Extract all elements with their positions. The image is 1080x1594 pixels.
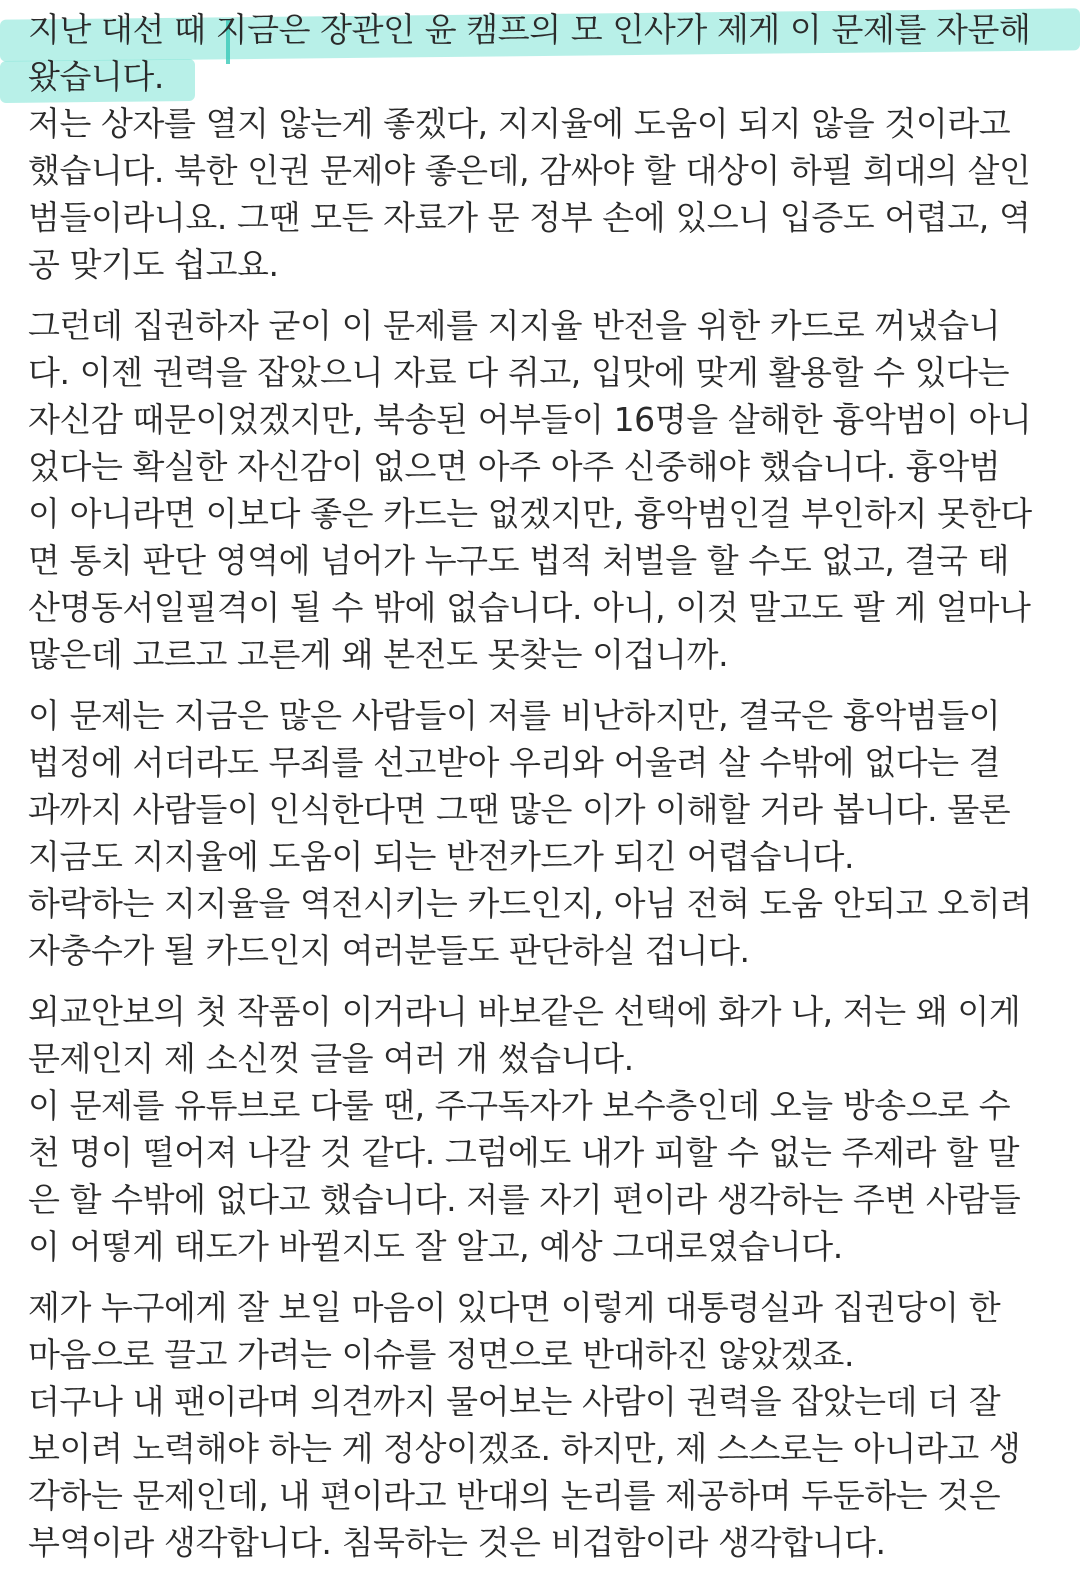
text-line: 보이려 노력해야 하는 게 정상이겠죠. 하지만, 제 스스로는 아니라고 생 [28, 1429, 1021, 1468]
text-line: 외교안보의 첫 작품이 이거라니 바보같은 선택에 화가 나, 저는 왜 이게 [28, 992, 1021, 1031]
text-line: 문제인지 제 소신껏 글을 여러 개 썼습니다. [28, 1039, 634, 1078]
text-line: 었다는 확실한 자신감이 없으면 아주 아주 신중해야 했습니다. 흉악범 [28, 447, 1001, 486]
paragraph-gap [28, 288, 1052, 302]
text-line: 천 명이 떨어져 나갈 것 같다. 그럼에도 내가 피할 수 없는 주제라 할 말 [28, 1133, 1020, 1172]
text-line: 그런데 집권하자 굳이 이 문제를 지지율 반전을 위한 카드로 꺼냈습니 [28, 306, 1001, 345]
text-line: 더구나 내 팬이라며 의견까지 물어보는 사람이 권력을 잡았는데 더 잘 [28, 1382, 1001, 1421]
text-line: 이 문제는 지금은 많은 사람들이 저를 비난하지만, 결국은 흉악범들이 [28, 696, 1001, 735]
paragraph [28, 1284, 1052, 1566]
text-line: 법정에 서더라도 무죄를 선고받아 우리와 어울려 살 수밖에 없다는 결 [28, 743, 1001, 782]
text-line: 범들이라니요. 그땐 모든 자료가 문 정부 손에 있으니 입증도 어렵고, 역 [28, 198, 1031, 237]
text-line: 부역이라 생각합니다. 침묵하는 것은 비겁함이라 생각합니다. [28, 1523, 886, 1562]
text-line: 마음으로 끌고 가려는 이슈를 정면으로 반대하진 않았겠죠. [28, 1335, 855, 1374]
text-line: 했습니다. 북한 인권 문제야 좋은데, 감싸야 할 대상이 하필 희대의 살인 [28, 151, 1031, 190]
text-line: 산명동서일필격이 될 수 밖에 없습니다. 아니, 이것 말고도 팔 게 얼마나 [28, 588, 1031, 627]
text-line: 과까지 사람들이 인식한다면 그땐 많은 이가 이해할 거라 봅니다. 물론 [28, 790, 1011, 829]
text-line: 제가 누구에게 잘 보일 마음이 있다면 이렇게 대통령실과 집권당이 한 [28, 1288, 1001, 1327]
paragraph [28, 6, 1052, 288]
paragraph [28, 988, 1052, 1270]
document-body [28, 6, 1052, 1566]
text-line: 하락하는 지지율을 역전시키는 카드인지, 아님 전혀 도움 안되고 오히려 [28, 884, 1032, 923]
text-line: 저는 상자를 열지 않는게 좋겠다, 지지율에 도움이 되지 않을 것이라고 [28, 104, 1011, 143]
text-line: 자충수가 될 카드인지 여러분들도 판단하실 겁니다. [28, 931, 750, 970]
text-line: 이 문제를 유튜브로 다룰 땐, 주구독자가 보수층인데 오늘 방송으로 수 [28, 1086, 1011, 1125]
text-line: 이 어떻게 태도가 바뀔지도 잘 알고, 예상 그대로였습니다. [28, 1227, 843, 1266]
text-line: 공 맞기도 쉽고요. [28, 245, 279, 284]
text-line: 지금도 지지율에 도움이 되는 반전카드가 되긴 어렵습니다. [28, 837, 855, 876]
text-line: 지난 대선 때 지금은 장관인 윤 캠프의 모 인사가 제게 이 문제를 자문해 [28, 10, 1031, 49]
text-line: 이 아니라면 이보다 좋은 카드는 없겠지만, 흉악범인걸 부인하지 못한다 [28, 494, 1032, 533]
text-line: 각하는 문제인데, 내 편이라고 반대의 논리를 제공하며 두둔하는 것은 [28, 1476, 1001, 1515]
text-line: 면 통치 판단 영역에 넘어가 누구도 법적 처벌을 할 수도 없고, 결국 태 [28, 541, 1010, 580]
paragraph [28, 692, 1052, 974]
text-line: 많은데 고르고 고른게 왜 본전도 못찾는 이겁니까. [28, 635, 729, 674]
paragraph-gap [28, 1270, 1052, 1284]
text-line: 은 할 수밖에 없다고 했습니다. 저를 자기 편이라 생각하는 주변 사람들 [28, 1180, 1021, 1219]
paragraph-gap [28, 974, 1052, 988]
paragraph [28, 302, 1052, 678]
text-line: 왔습니다. [28, 57, 165, 96]
text-line: 다. 이젠 권력을 잡았으니 자료 다 쥐고, 입맛에 맞게 활용할 수 있다는 [28, 353, 1010, 392]
text-line: 자신감 때문이었겠지만, 북송된 어부들이 16명을 살해한 흉악범이 아니 [28, 400, 1032, 439]
paragraph-gap [28, 678, 1052, 692]
